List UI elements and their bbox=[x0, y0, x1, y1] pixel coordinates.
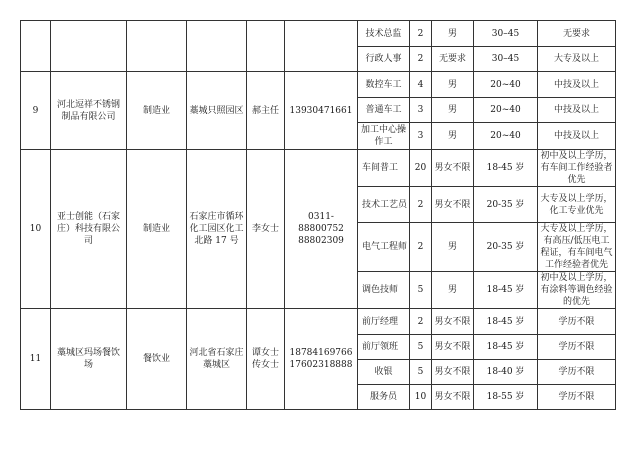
job-count: 3 bbox=[410, 123, 432, 150]
job-gender: 男女不限 bbox=[432, 360, 474, 385]
job-count: 4 bbox=[410, 72, 432, 98]
table-row bbox=[21, 72, 616, 98]
contact-person bbox=[247, 21, 285, 72]
job-count: 2 bbox=[410, 21, 432, 47]
job-count: 2 bbox=[410, 47, 432, 72]
job-title: 调色技师 bbox=[358, 272, 410, 309]
job-age: 18-45 岁 bbox=[474, 272, 538, 309]
job-education: 大专及以上学历，化工专业优先 bbox=[538, 187, 616, 223]
job-gender: 男 bbox=[432, 98, 474, 123]
job-gender: 男女不限 bbox=[432, 335, 474, 360]
job-count: 20 bbox=[410, 150, 432, 187]
job-education: 中技及以上 bbox=[538, 98, 616, 123]
phone: 0311-88800752 88802309 bbox=[285, 150, 358, 309]
job-age: 18-55 岁 bbox=[474, 385, 538, 410]
job-age: 30–45 bbox=[474, 21, 538, 47]
job-title: 数控车工 bbox=[358, 72, 410, 98]
address bbox=[187, 21, 247, 72]
job-gender: 男 bbox=[432, 272, 474, 309]
row-number: 11 bbox=[21, 309, 51, 410]
phone: 13930471661 bbox=[285, 72, 358, 150]
job-count: 5 bbox=[410, 272, 432, 309]
contact-person: 谭女士 传女士 bbox=[247, 309, 285, 410]
job-age: 20~40 bbox=[474, 72, 538, 98]
job-gender: 男 bbox=[432, 21, 474, 47]
job-gender: 男 bbox=[432, 223, 474, 272]
job-gender: 无要求 bbox=[432, 47, 474, 72]
job-title: 收银 bbox=[358, 360, 410, 385]
job-gender: 男女不限 bbox=[432, 385, 474, 410]
job-gender: 男女不限 bbox=[432, 187, 474, 223]
job-count: 5 bbox=[410, 360, 432, 385]
job-title: 前厅经理 bbox=[358, 309, 410, 335]
job-education: 学历不限 bbox=[538, 335, 616, 360]
job-education: 学历不限 bbox=[538, 360, 616, 385]
row-number bbox=[21, 21, 51, 72]
company-name: 藁城区玛场餐饮场 bbox=[51, 309, 127, 410]
phone bbox=[285, 21, 358, 72]
address: 河北省石家庄藁城区 bbox=[187, 309, 247, 410]
job-education: 无要求 bbox=[538, 21, 616, 47]
job-title: 普通车工 bbox=[358, 98, 410, 123]
job-title: 电气工程师 bbox=[358, 223, 410, 272]
job-education: 初中及以上学历，有车间工作经验者优先 bbox=[538, 150, 616, 187]
job-gender: 男 bbox=[432, 72, 474, 98]
job-age: 20~40 bbox=[474, 98, 538, 123]
row-number: 9 bbox=[21, 72, 51, 150]
company-name bbox=[51, 21, 127, 72]
address: 藁城只照园区 bbox=[187, 72, 247, 150]
job-count: 5 bbox=[410, 335, 432, 360]
job-count: 3 bbox=[410, 98, 432, 123]
job-title: 技术工艺员 bbox=[358, 187, 410, 223]
job-title: 前厅领班 bbox=[358, 335, 410, 360]
company-name: 亚士创能（石家庄）科技有限公司 bbox=[51, 150, 127, 309]
job-education: 中技及以上 bbox=[538, 72, 616, 98]
recruitment-table bbox=[20, 20, 616, 410]
address: 石家庄市循环化工园区化工北路 17 号 bbox=[187, 150, 247, 309]
job-age: 20-35 岁 bbox=[474, 187, 538, 223]
row-number: 10 bbox=[21, 150, 51, 309]
job-education: 中技及以上 bbox=[538, 123, 616, 150]
industry: 制造业 bbox=[127, 150, 187, 309]
job-age: 20~40 bbox=[474, 123, 538, 150]
job-age: 18-45 岁 bbox=[474, 309, 538, 335]
job-age: 20-35 岁 bbox=[474, 223, 538, 272]
contact-person: 李女士 bbox=[247, 150, 285, 309]
job-education: 学历不限 bbox=[538, 309, 616, 335]
job-education: 大专及以上 bbox=[538, 47, 616, 72]
job-title: 加工中心操作工 bbox=[358, 123, 410, 150]
job-gender: 男女不限 bbox=[432, 150, 474, 187]
industry: 制造业 bbox=[127, 72, 187, 150]
job-count: 10 bbox=[410, 385, 432, 410]
job-title: 车间普工 bbox=[358, 150, 410, 187]
job-age: 30–45 bbox=[474, 47, 538, 72]
table-row bbox=[21, 309, 616, 335]
job-title: 技术总监 bbox=[358, 21, 410, 47]
company-name: 河北逗祥不锈钢制品有限公司 bbox=[51, 72, 127, 150]
phone: 18784169766 17602318888 bbox=[285, 309, 358, 410]
job-gender: 男 bbox=[432, 123, 474, 150]
job-age: 18-45 岁 bbox=[474, 150, 538, 187]
industry: 餐饮业 bbox=[127, 309, 187, 410]
job-count: 2 bbox=[410, 309, 432, 335]
job-age: 18-45 岁 bbox=[474, 335, 538, 360]
job-count: 2 bbox=[410, 187, 432, 223]
table-row bbox=[21, 150, 616, 187]
job-gender: 男女不限 bbox=[432, 309, 474, 335]
job-age: 18-40 岁 bbox=[474, 360, 538, 385]
contact-person: 郝主任 bbox=[247, 72, 285, 150]
table-row bbox=[21, 21, 616, 47]
job-title: 服务员 bbox=[358, 385, 410, 410]
job-count: 2 bbox=[410, 223, 432, 272]
industry bbox=[127, 21, 187, 72]
job-education: 学历不限 bbox=[538, 385, 616, 410]
job-title: 行政人事 bbox=[358, 47, 410, 72]
job-education: 大专及以上学历，有高压/低压电工程证，有车间电气工作经验者优先 bbox=[538, 223, 616, 272]
job-education: 初中及以上学历，有涂料等调色经验的优先 bbox=[538, 272, 616, 309]
